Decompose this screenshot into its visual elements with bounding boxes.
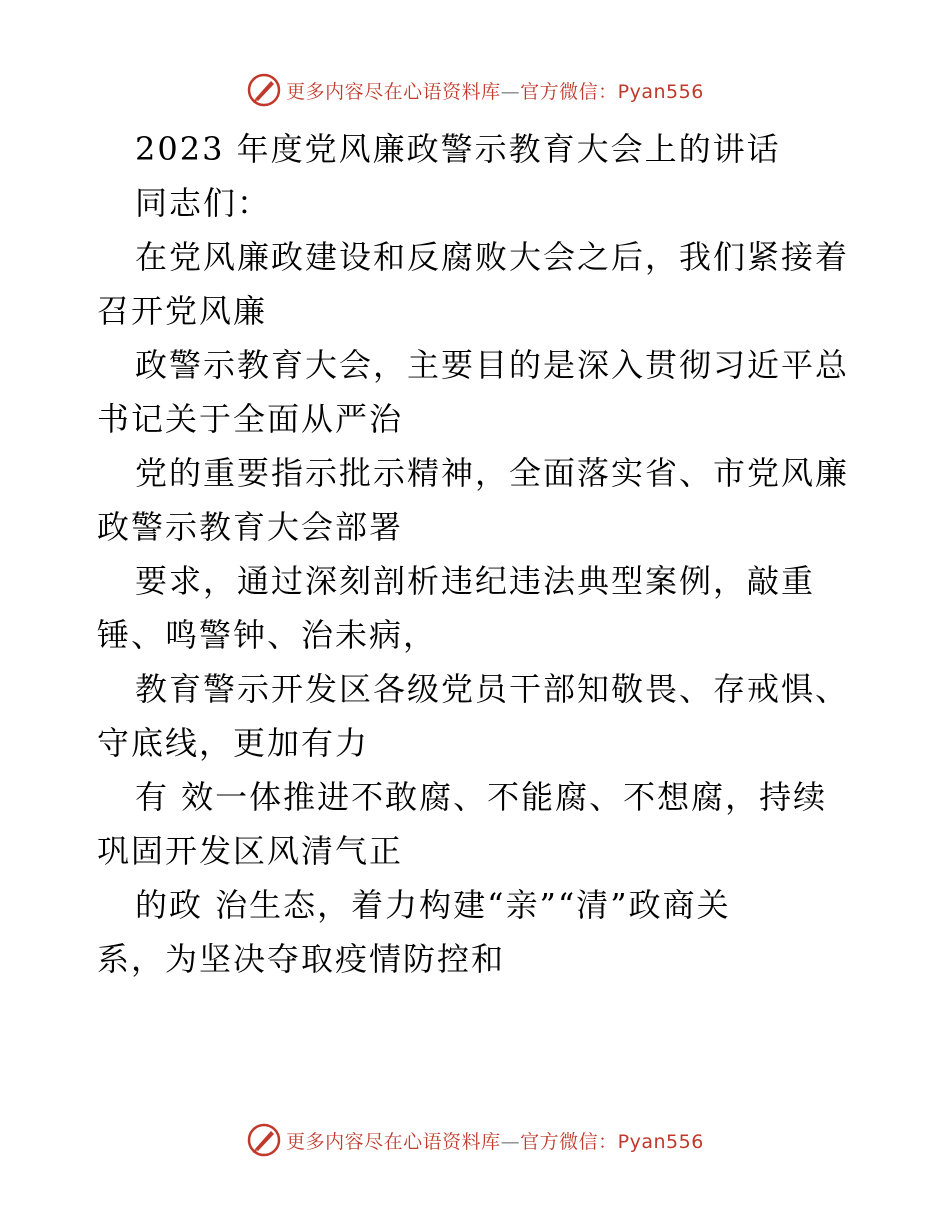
text-line: 书记关于全面从严治 [97,400,404,438]
document-body [97,122,857,986]
text-line: 在党风廉政建设和反腐败大会之后，我们紧接着 [135,238,850,276]
text-line: 政警示教育大会部署 [97,508,404,546]
text-line: 有 效一体推进不敢腐、不能腐、不想腐，持续 [135,778,828,816]
footer-watermark-banner [0,1120,950,1160]
banner-wechat-text: 官方微信：Pyan556 [520,1130,704,1153]
text-line: 要求，通过深刻剖析违纪违法典型案例，敲重 [135,562,816,600]
banner-separator: — [500,1130,521,1153]
banner-main-text: 更多内容尽在心语资料库 [286,1130,501,1153]
text-line: 党的重要指示批示精神，全面落实省、市党风廉 [135,454,850,492]
greeting: 同志们： [135,184,272,222]
quill-logo-icon [246,72,282,108]
text-line: 政警示教育大会，主要目的是深入贯彻习近平总 [135,346,850,384]
text-line: 召开党风廉 [97,292,268,330]
banner-main-text: 更多内容尽在心语资料库 [286,80,501,103]
quill-logo-icon [246,1122,282,1158]
text-line: 守底线，更加有力 [97,724,370,762]
document-title: 2023 年度党风廉政警示教育大会上的讲话 [135,130,781,168]
text-line: 锤、鸣警钟、治未病， [97,616,438,654]
text-line: 系，为坚决夺取疫情防控和 [97,940,506,978]
text-line: 教育警示开发区各级党员干部知敬畏、存戒惧、 [135,670,850,708]
text-line: 的政 治生态，着力构建“亲”“清”政商关 [135,886,731,924]
banner-wechat-text: 官方微信：Pyan556 [520,80,704,103]
banner-separator: — [500,80,521,103]
header-watermark-banner [0,70,950,110]
text-line: 巩固开发区风清气正 [97,832,404,870]
